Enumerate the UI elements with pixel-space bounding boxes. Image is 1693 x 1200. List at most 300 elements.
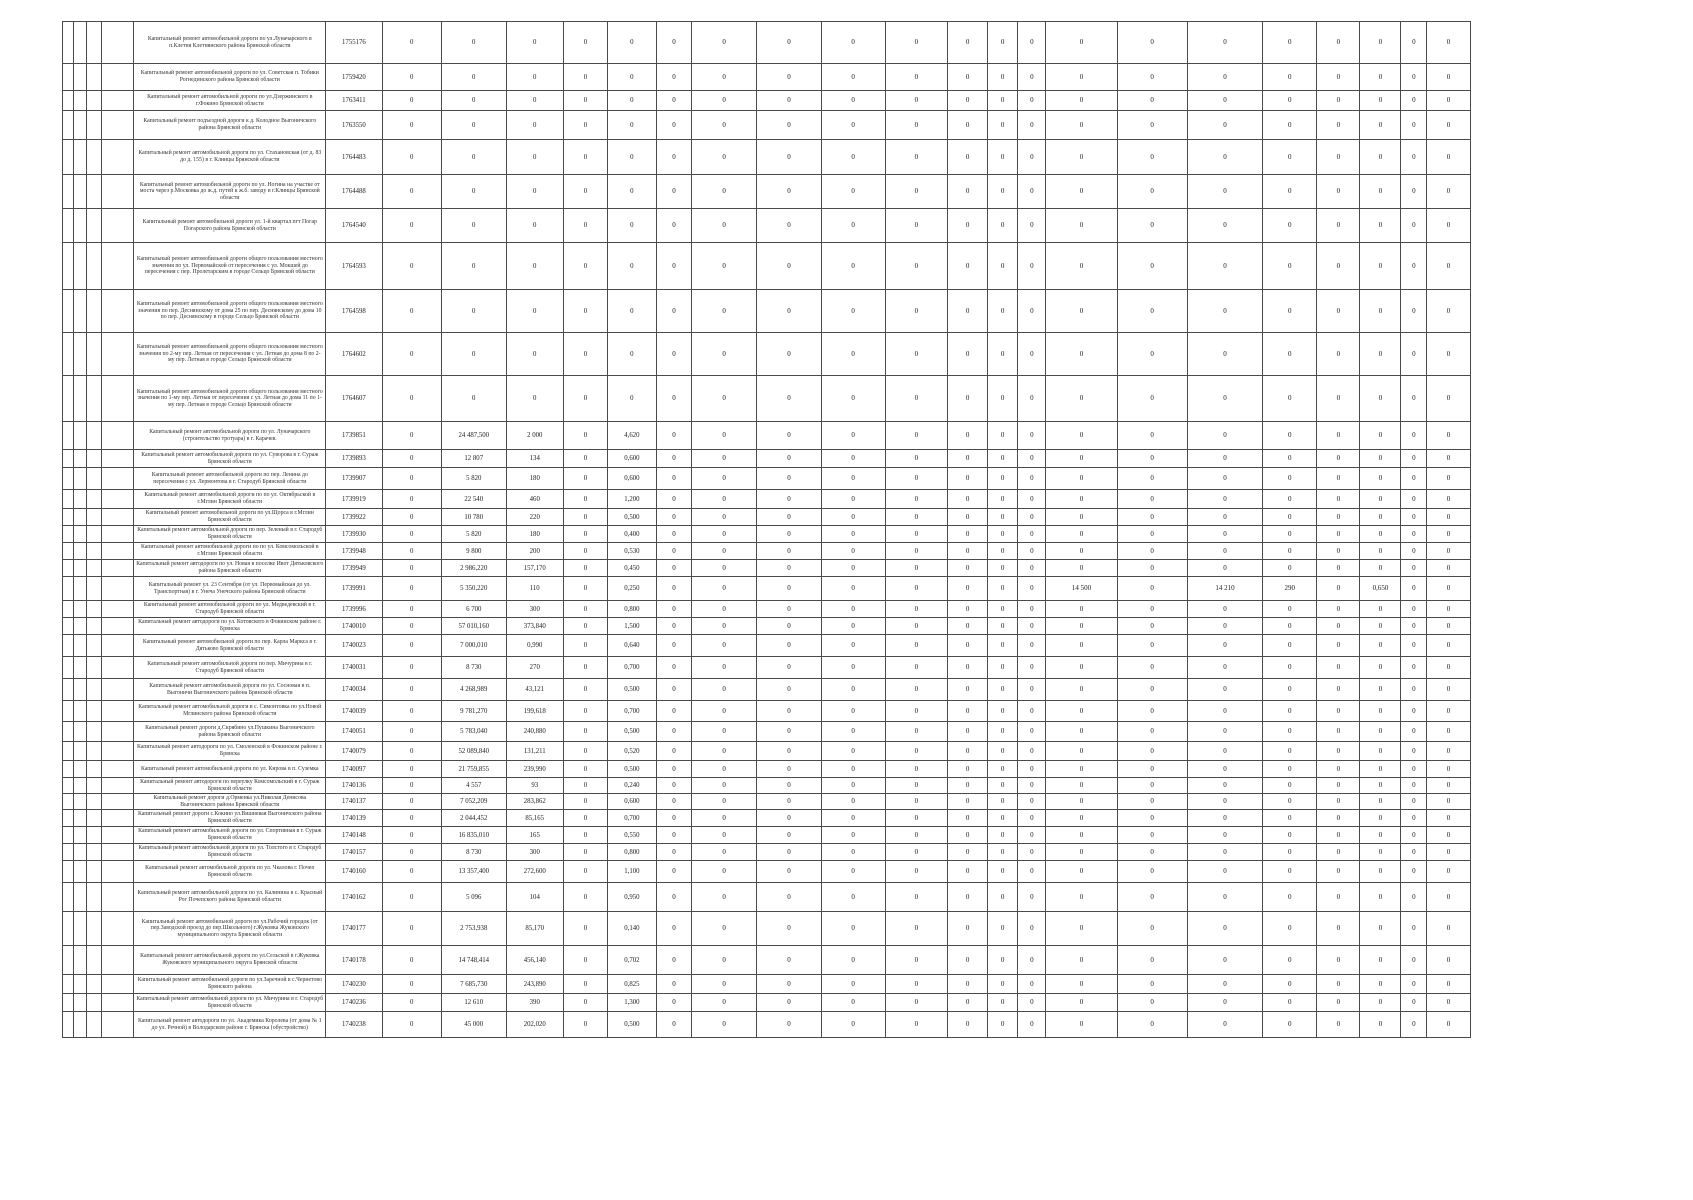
value-cell: 0	[1018, 290, 1046, 333]
value-cell: 13 357,400	[441, 861, 506, 883]
value-cell: 0	[821, 111, 885, 140]
object-name-cell: Капитальный ремонт дороги с.Кокино ул.Вишневая Выгоничского района Брянской области	[134, 810, 326, 827]
value-cell: 0	[1401, 560, 1427, 577]
value-cell: 0	[821, 912, 885, 946]
value-cell: 0	[692, 175, 757, 209]
value-cell: 0	[885, 376, 948, 422]
value-cell: 0	[656, 635, 692, 657]
value-cell: 0	[1018, 64, 1046, 91]
blank-cell	[63, 883, 74, 912]
value-cell: 0	[821, 883, 885, 912]
object-name-cell: Капитальный ремонт автомобильной дороги ул. 1-й квартал пгт Погар Погарского района Брянской области	[134, 209, 326, 243]
blank-cell	[86, 827, 101, 844]
value-cell: 0	[563, 91, 607, 111]
blank-cell	[101, 490, 133, 509]
value-cell: 0	[692, 543, 757, 560]
value-cell: 0	[1401, 701, 1427, 722]
value-cell: 0	[885, 526, 948, 543]
value-cell: 0	[382, 761, 441, 778]
value-cell: 0,400	[608, 526, 657, 543]
value-cell: 180	[506, 468, 563, 490]
table-row	[63, 450, 1542, 468]
value-cell: 0	[1263, 333, 1317, 376]
value-cell: 0	[988, 883, 1018, 912]
value-cell: 0	[821, 618, 885, 635]
value-cell: 0	[563, 912, 607, 946]
value-cell: 0	[1117, 742, 1187, 761]
value-cell: 0	[948, 810, 988, 827]
value-cell: 0	[885, 543, 948, 560]
value-cell: 0	[1187, 333, 1263, 376]
blank-cell	[101, 243, 133, 290]
value-cell: 0	[608, 209, 657, 243]
value-cell: 7 685,730	[441, 975, 506, 994]
value-cell: 0	[692, 778, 757, 794]
value-cell: 0	[757, 1012, 822, 1038]
value-cell: 0	[757, 946, 822, 975]
value-cell: 0	[563, 111, 607, 140]
value-cell: 0	[757, 526, 822, 543]
blank-cell	[101, 794, 133, 810]
object-code-cell: 1740051	[326, 722, 382, 742]
value-cell: 0	[1427, 64, 1470, 91]
value-cell: 0	[382, 1012, 441, 1038]
blank-cell	[73, 22, 86, 64]
blank-cell	[63, 543, 74, 560]
value-cell: 0	[885, 450, 948, 468]
table-row	[63, 912, 1542, 946]
value-cell: 0	[948, 912, 988, 946]
object-name-cell: Капитальный ремонт автомобильной дороги по ул. Медведевский в г. Стародуб Брянской области	[134, 601, 326, 618]
value-cell: 0	[656, 526, 692, 543]
value-cell: 43,121	[506, 679, 563, 701]
value-cell: 0	[988, 175, 1018, 209]
value-cell: 0	[382, 209, 441, 243]
value-cell: 0	[692, 618, 757, 635]
value-cell: 0	[1187, 635, 1263, 657]
value-cell: 0	[948, 975, 988, 994]
value-cell: 0	[948, 422, 988, 450]
object-name-cell: Капитальный ремонт автомобильной дороги общего пользования местного значения по 2-му пер. Летная от пересечения с ул. Летная до дома 8 по 2-му пер. Летная в городе Сельцо Брянской области	[134, 333, 326, 376]
value-cell: 0	[656, 912, 692, 946]
value-cell: 239,990	[506, 761, 563, 778]
value-cell: 202,020	[506, 1012, 563, 1038]
blank-cell	[101, 742, 133, 761]
object-code-cell: 1739991	[326, 577, 382, 601]
table-row	[63, 91, 1542, 111]
value-cell: 0	[1360, 509, 1401, 526]
object-code-cell: 1740162	[326, 883, 382, 912]
table-row	[63, 722, 1542, 742]
value-cell: 0	[948, 175, 988, 209]
value-cell: 0	[1263, 912, 1317, 946]
value-cell: 0	[1046, 376, 1117, 422]
value-cell: 0	[1187, 794, 1263, 810]
value-cell: 0	[1117, 290, 1187, 333]
value-cell: 243,890	[506, 975, 563, 994]
value-cell: 2 986,220	[441, 560, 506, 577]
value-cell: 0	[1263, 794, 1317, 810]
value-cell: 0	[885, 883, 948, 912]
value-cell: 0	[1360, 883, 1401, 912]
blank-cell	[73, 601, 86, 618]
value-cell: 0	[1317, 761, 1360, 778]
value-cell: 460	[506, 490, 563, 509]
value-cell: 0,500	[608, 509, 657, 526]
blank-cell	[63, 635, 74, 657]
blank-cell	[73, 560, 86, 577]
blank-cell	[86, 861, 101, 883]
value-cell: 0	[1317, 560, 1360, 577]
value-cell: 6 700	[441, 601, 506, 618]
value-cell: 0	[948, 618, 988, 635]
value-cell: 8 730	[441, 844, 506, 861]
value-cell: 0	[692, 827, 757, 844]
object-code-cell: 1740039	[326, 701, 382, 722]
value-cell: 0	[656, 810, 692, 827]
object-name-cell: Капитальный ремонт автодороги по ул. Академика Королева (от дома № 1 до ул. Речной) в Володарском районе г. Брянска (обустройство)	[134, 1012, 326, 1038]
value-cell: 0	[1117, 450, 1187, 468]
object-name-cell: Капитальный ремонт автомобильной дороги общего пользования местного значения по 1-му пер. Летная от пересечения с ул. Летная до дома 11 по 1-му пер. Летная в городе Сельцо Брянской области	[134, 376, 326, 422]
value-cell: 0	[608, 64, 657, 91]
value-cell: 0,700	[608, 701, 657, 722]
blank-cell	[73, 794, 86, 810]
value-cell: 0	[656, 601, 692, 618]
value-cell: 0	[821, 468, 885, 490]
value-cell: 0	[757, 844, 822, 861]
value-cell: 0	[1263, 722, 1317, 742]
value-cell: 0	[1360, 290, 1401, 333]
value-cell: 0	[948, 761, 988, 778]
value-cell: 0	[1263, 618, 1317, 635]
blank-cell	[63, 975, 74, 994]
value-cell: 0	[1360, 243, 1401, 290]
value-cell: 0	[988, 333, 1018, 376]
value-cell: 0	[1317, 468, 1360, 490]
value-cell: 0	[441, 140, 506, 175]
object-code-cell: 1764540	[326, 209, 382, 243]
table-row	[63, 601, 1542, 618]
blank-cell	[86, 577, 101, 601]
value-cell: 0	[692, 1012, 757, 1038]
table-row	[63, 701, 1542, 722]
value-cell: 0	[692, 577, 757, 601]
value-cell: 0	[1187, 91, 1263, 111]
blank-cell	[73, 450, 86, 468]
value-cell: 57 010,160	[441, 618, 506, 635]
value-cell: 0	[1401, 994, 1427, 1012]
object-name-cell: Капитальный ремонт дороги д.Скрябино ул.Пушкина Выгоничского района Брянской области	[134, 722, 326, 742]
value-cell: 0	[1018, 975, 1046, 994]
value-cell: 0	[1117, 912, 1187, 946]
value-cell: 0	[1187, 601, 1263, 618]
value-cell: 1,500	[608, 618, 657, 635]
value-cell: 0	[1317, 975, 1360, 994]
blank-cell	[101, 975, 133, 994]
value-cell: 0	[988, 91, 1018, 111]
value-cell: 0	[656, 290, 692, 333]
value-cell: 0	[1018, 601, 1046, 618]
value-cell: 0	[382, 861, 441, 883]
object-code-cell: 1740178	[326, 946, 382, 975]
value-cell: 0	[885, 111, 948, 140]
value-cell: 0	[1360, 111, 1401, 140]
value-cell: 0	[1360, 333, 1401, 376]
value-cell: 0	[1427, 140, 1470, 175]
value-cell: 0	[1018, 861, 1046, 883]
value-cell: 0	[382, 175, 441, 209]
blank-cell	[86, 994, 101, 1012]
value-cell: 0	[948, 742, 988, 761]
blank-cell	[86, 1012, 101, 1038]
value-cell: 0	[885, 618, 948, 635]
value-cell: 0	[382, 560, 441, 577]
value-cell: 0,530	[608, 543, 657, 560]
value-cell: 0	[1046, 722, 1117, 742]
blank-cell	[73, 844, 86, 861]
value-cell: 0	[382, 742, 441, 761]
value-cell: 0	[885, 91, 948, 111]
value-cell: 0	[1263, 526, 1317, 543]
value-cell: 0	[1360, 526, 1401, 543]
value-cell: 0	[692, 468, 757, 490]
value-cell: 0	[1117, 701, 1187, 722]
value-cell: 0	[821, 376, 885, 422]
value-cell: 0	[885, 577, 948, 601]
value-cell: 0	[1427, 912, 1470, 946]
value-cell: 0	[988, 722, 1018, 742]
value-cell: 0	[1317, 657, 1360, 679]
blank-cell	[63, 140, 74, 175]
blank-cell	[86, 175, 101, 209]
value-cell: 0	[885, 422, 948, 450]
value-cell: 0	[1018, 883, 1046, 912]
blank-cell	[86, 526, 101, 543]
value-cell: 0	[563, 679, 607, 701]
value-cell: 0	[1427, 975, 1470, 994]
value-cell: 45 000	[441, 1012, 506, 1038]
blank-cell	[73, 577, 86, 601]
value-cell: 0	[656, 111, 692, 140]
value-cell: 0	[1360, 618, 1401, 635]
table-row	[63, 618, 1542, 635]
value-cell: 0	[757, 827, 822, 844]
value-cell: 0	[757, 761, 822, 778]
blank-cell	[63, 509, 74, 526]
value-cell: 0	[506, 111, 563, 140]
value-cell: 0	[1317, 376, 1360, 422]
blank-cell	[73, 376, 86, 422]
value-cell: 0	[692, 290, 757, 333]
value-cell: 0	[885, 975, 948, 994]
value-cell: 0	[988, 635, 1018, 657]
value-cell: 0	[1046, 883, 1117, 912]
blank-cell	[101, 679, 133, 701]
value-cell: 0	[1117, 543, 1187, 560]
value-cell: 0	[1427, 679, 1470, 701]
value-cell: 24 487,500	[441, 422, 506, 450]
object-code-cell: 1740137	[326, 794, 382, 810]
value-cell: 0	[1401, 450, 1427, 468]
value-cell: 0	[821, 761, 885, 778]
value-cell: 0	[692, 64, 757, 91]
blank-cell	[63, 422, 74, 450]
blank-cell	[86, 883, 101, 912]
blank-cell	[101, 778, 133, 794]
value-cell: 0	[885, 810, 948, 827]
value-cell: 0	[988, 657, 1018, 679]
value-cell: 0	[1263, 946, 1317, 975]
value-cell: 0	[885, 175, 948, 209]
value-cell: 0	[948, 844, 988, 861]
blank-cell	[73, 509, 86, 526]
value-cell: 0	[1401, 526, 1427, 543]
blank-cell	[73, 618, 86, 635]
value-cell: 0	[1187, 468, 1263, 490]
value-cell: 0	[988, 577, 1018, 601]
value-cell: 0	[1046, 778, 1117, 794]
value-cell: 0	[757, 701, 822, 722]
value-cell: 0	[563, 490, 607, 509]
value-cell: 0	[885, 243, 948, 290]
value-cell: 0	[382, 794, 441, 810]
blank-cell	[63, 526, 74, 543]
value-cell: 0	[1187, 243, 1263, 290]
blank-cell	[101, 577, 133, 601]
value-cell: 0	[1360, 490, 1401, 509]
value-cell: 0	[988, 209, 1018, 243]
value-cell: 0	[1401, 975, 1427, 994]
value-cell: 0	[1046, 243, 1117, 290]
value-cell: 0,500	[608, 1012, 657, 1038]
value-cell: 0	[1187, 376, 1263, 422]
value-cell: 0	[608, 290, 657, 333]
value-cell: 0	[1117, 376, 1187, 422]
value-cell: 0	[506, 376, 563, 422]
value-cell: 0	[1117, 1012, 1187, 1038]
value-cell: 0	[692, 946, 757, 975]
object-name-cell: Капитальный ремонт автомобильной дороги по ул. Калинина в с. Красный Рог Почепского района Брянской области	[134, 883, 326, 912]
blank-cell	[63, 742, 74, 761]
value-cell: 0	[608, 243, 657, 290]
value-cell: 0	[1401, 1012, 1427, 1038]
blank-cell	[73, 140, 86, 175]
value-cell: 300	[506, 844, 563, 861]
value-cell: 0	[1187, 22, 1263, 64]
value-cell: 0	[1263, 601, 1317, 618]
value-cell: 0	[1263, 861, 1317, 883]
value-cell: 0	[1427, 526, 1470, 543]
value-cell: 0	[885, 794, 948, 810]
table-row	[63, 635, 1542, 657]
value-cell: 0	[1263, 679, 1317, 701]
value-cell: 0	[563, 422, 607, 450]
value-cell: 0,800	[608, 844, 657, 861]
value-cell: 0	[885, 657, 948, 679]
value-cell: 0	[382, 22, 441, 64]
value-cell: 0	[382, 290, 441, 333]
value-cell: 0	[506, 290, 563, 333]
value-cell: 0	[563, 333, 607, 376]
value-cell: 2 044,452	[441, 810, 506, 827]
value-cell: 0	[1117, 722, 1187, 742]
object-code-cell: 1755176	[326, 22, 382, 64]
blank-cell	[63, 827, 74, 844]
value-cell: 0	[506, 91, 563, 111]
blank-cell	[101, 140, 133, 175]
value-cell: 0	[1360, 422, 1401, 450]
value-cell: 0	[1187, 975, 1263, 994]
blank-cell	[63, 912, 74, 946]
value-cell: 0,140	[608, 912, 657, 946]
value-cell: 0	[656, 490, 692, 509]
value-cell: 0	[757, 450, 822, 468]
value-cell: 0	[506, 333, 563, 376]
value-cell: 0	[1046, 827, 1117, 844]
value-cell: 0	[692, 701, 757, 722]
value-cell: 0	[563, 810, 607, 827]
value-cell: 0	[563, 1012, 607, 1038]
object-name-cell: Капитальный ремонт автомобильной дороги по ул.Луначарского в п.Клетня Клетнянского района Брянской области	[134, 22, 326, 64]
blank-cell	[63, 946, 74, 975]
value-cell: 0	[382, 975, 441, 994]
value-cell: 0	[948, 333, 988, 376]
value-cell: 0	[506, 64, 563, 91]
value-cell: 0	[757, 722, 822, 742]
blank-cell	[73, 526, 86, 543]
object-name-cell: Капитальный ремонт автомобильной дороги по ул.Рабочий городок (от пер.Заводской проезд до пер.Школьного) г.Жуковка Жуковского муниципального округа Брянской области	[134, 912, 326, 946]
value-cell: 0	[1018, 946, 1046, 975]
table-row	[63, 175, 1542, 209]
blank-cell	[101, 883, 133, 912]
value-cell: 0	[988, 111, 1018, 140]
value-cell: 0	[1317, 994, 1360, 1012]
value-cell: 0	[563, 543, 607, 560]
value-cell: 456,140	[506, 946, 563, 975]
value-cell: 0	[757, 140, 822, 175]
value-cell: 0	[1317, 91, 1360, 111]
value-cell: 0	[692, 722, 757, 742]
value-cell: 0	[1117, 810, 1187, 827]
value-cell: 0	[1401, 175, 1427, 209]
blank-cell	[101, 560, 133, 577]
object-code-cell: 1740157	[326, 844, 382, 861]
value-cell: 0	[563, 657, 607, 679]
blank-cell	[73, 946, 86, 975]
value-cell: 0	[563, 844, 607, 861]
value-cell: 0	[563, 560, 607, 577]
value-cell: 0	[885, 701, 948, 722]
value-cell: 0	[885, 209, 948, 243]
value-cell: 0	[1317, 577, 1360, 601]
value-cell: 0	[656, 861, 692, 883]
value-cell: 0	[1046, 701, 1117, 722]
value-cell: 0	[1360, 1012, 1401, 1038]
blank-cell	[101, 450, 133, 468]
value-cell: 0	[656, 450, 692, 468]
value-cell: 0	[1263, 509, 1317, 526]
value-cell: 0	[692, 912, 757, 946]
table-row	[63, 209, 1542, 243]
object-code-cell: 1740031	[326, 657, 382, 679]
value-cell: 0	[1018, 468, 1046, 490]
value-cell: 0	[1263, 761, 1317, 778]
value-cell: 0	[441, 209, 506, 243]
value-cell: 0	[692, 761, 757, 778]
table-row	[63, 64, 1542, 91]
value-cell: 93	[506, 778, 563, 794]
object-name-cell: Капитальный ремонт автомобильной дороги по пер. Ленина до пересечения с ул. Лермонтова в г. Стародуб Брянской области	[134, 468, 326, 490]
